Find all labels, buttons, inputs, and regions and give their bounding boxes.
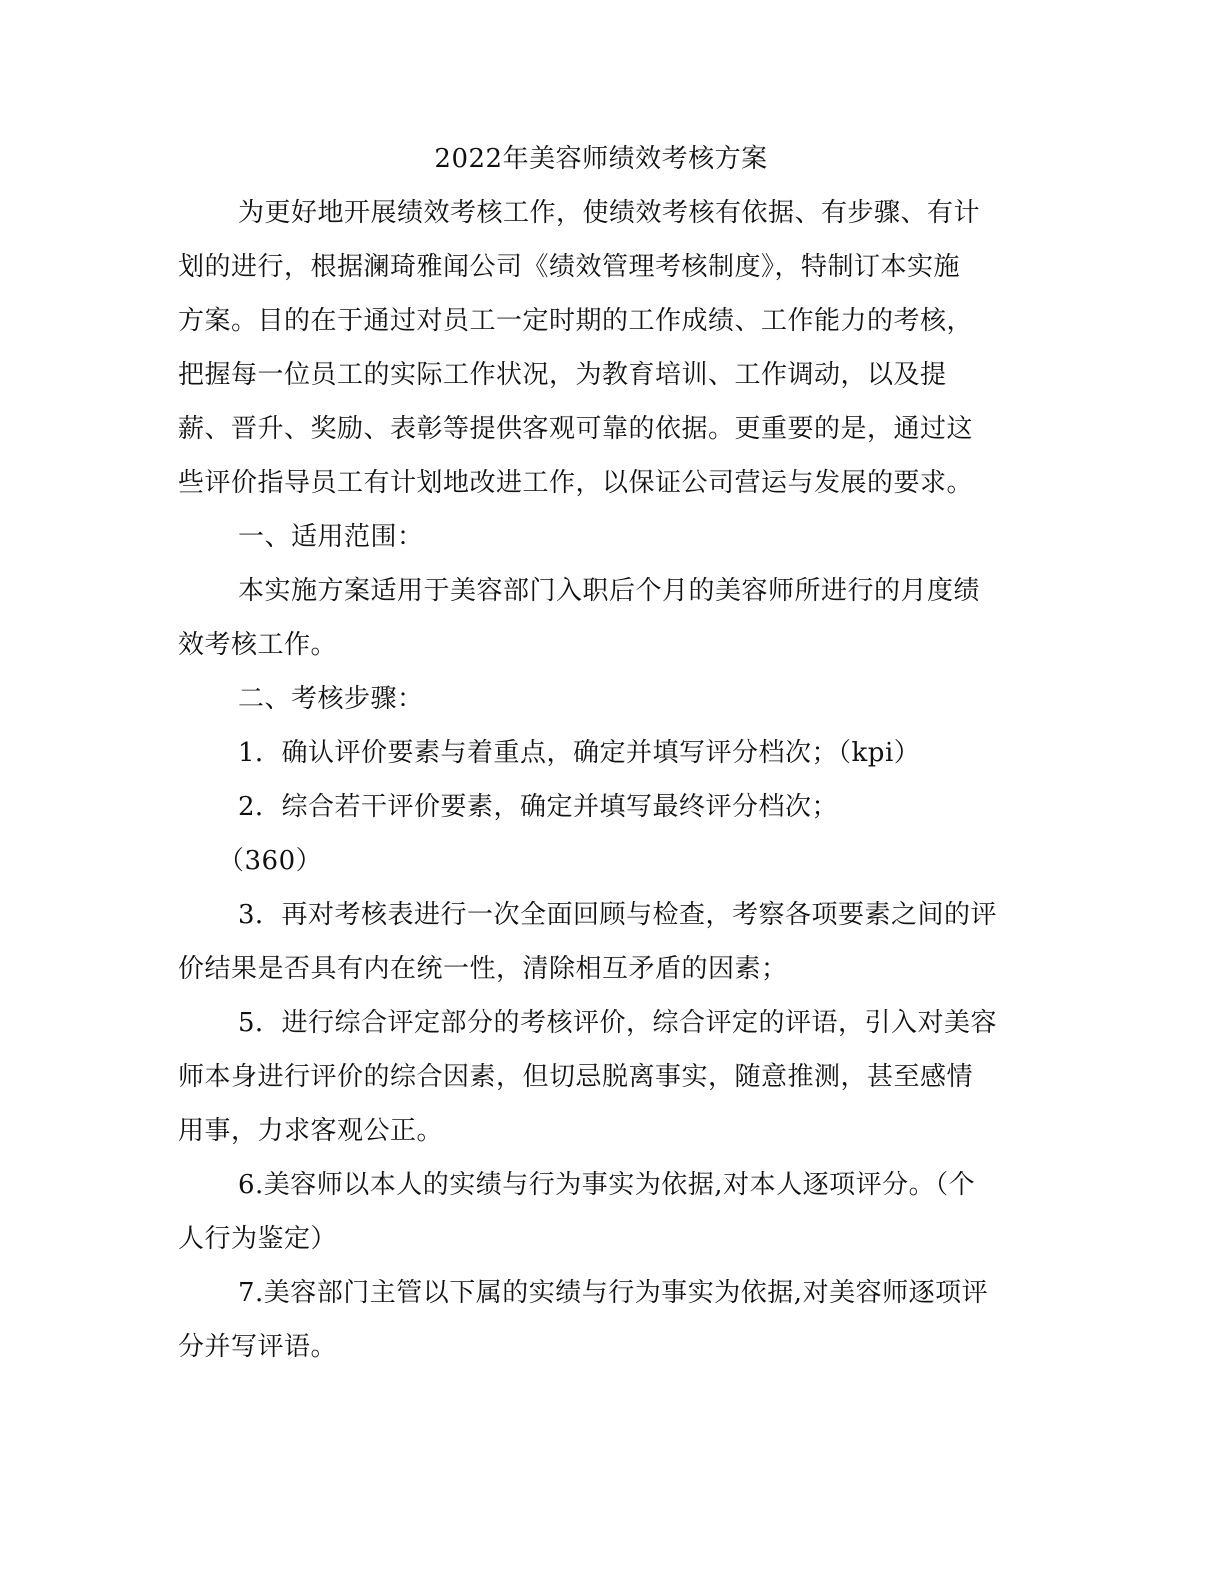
paragraph-line: 为更好地开展绩效考核工作，使绩效考核有依据、有步骤、有计	[238, 198, 981, 228]
paragraph-line: 1．确认评价要素与着重点，确定并填写评分档次；（kpi）	[238, 738, 921, 768]
paragraph-line: 把握每一位员工的实际工作状况，为教育培训、工作调动，以及提	[178, 360, 947, 390]
paragraph-line: 划的进行，根据澜琦雅闻公司《绩效管理考核制度》，特制订本实施	[178, 252, 961, 282]
paragraph-line: 人行为鉴定）	[178, 1224, 338, 1254]
paragraph-line: 本实施方案适用于美容部门入职后个月的美容师所进行的月度绩	[238, 576, 981, 606]
paragraph-line: 用事，力求客观公正。	[178, 1116, 444, 1146]
step-6	[178, 1158, 1038, 1266]
paragraph-line: 3．再对考核表进行一次全面回顾与检查，考察各项要素之间的评	[238, 900, 998, 930]
paragraph-line: （360）	[218, 846, 323, 876]
paragraph-line: 6.美容师以本人的实绩与行为事实为依据,对本人逐项评分。（个	[238, 1170, 976, 1200]
scope-paragraph	[178, 564, 1038, 672]
section-heading-steps	[178, 672, 1038, 726]
paragraph-line: 分并写评语。	[178, 1332, 338, 1362]
document-title: 2022年美容师绩效考核方案	[434, 144, 768, 174]
step-1	[178, 726, 1038, 780]
step-5	[178, 996, 1038, 1158]
step-2-note	[178, 834, 1038, 888]
paragraph-line: 5．进行综合评定部分的考核评价，综合评定的评语，引入对美容	[238, 1008, 998, 1038]
step-7	[178, 1266, 1038, 1374]
step-2	[178, 780, 1038, 834]
section-heading-text: 一、适用范围：	[238, 522, 424, 552]
document-body	[178, 132, 1038, 1374]
section-heading-text: 二、考核步骤：	[238, 684, 424, 714]
paragraph-line: 薪、晋升、奖励、表彰等提供客观可靠的依据。更重要的是，通过这	[178, 414, 974, 444]
paragraph-line: 7.美容部门主管以下属的实绩与行为事实为依据,对美容师逐项评	[238, 1278, 989, 1308]
paragraph-line: 方案。目的在于通过对员工一定时期的工作成绩、工作能力的考核，	[178, 306, 974, 336]
paragraph-line: 2．综合若干评价要素，确定并填写最终评分档次；	[238, 792, 839, 822]
paragraph-line: 价结果是否具有内在统一性，清除相互矛盾的因素；	[178, 954, 788, 984]
step-3	[178, 888, 1038, 996]
section-heading-scope	[178, 510, 1038, 564]
paragraph-line: 师本身进行评价的综合因素，但切忌脱离事实，随意推测，甚至感情	[178, 1062, 974, 1092]
intro-paragraph	[178, 186, 1038, 510]
paragraph-line: 些评价指导员工有计划地改进工作，以保证公司营运与发展的要求。	[178, 468, 974, 498]
paragraph-line: 效考核工作。	[178, 630, 338, 660]
